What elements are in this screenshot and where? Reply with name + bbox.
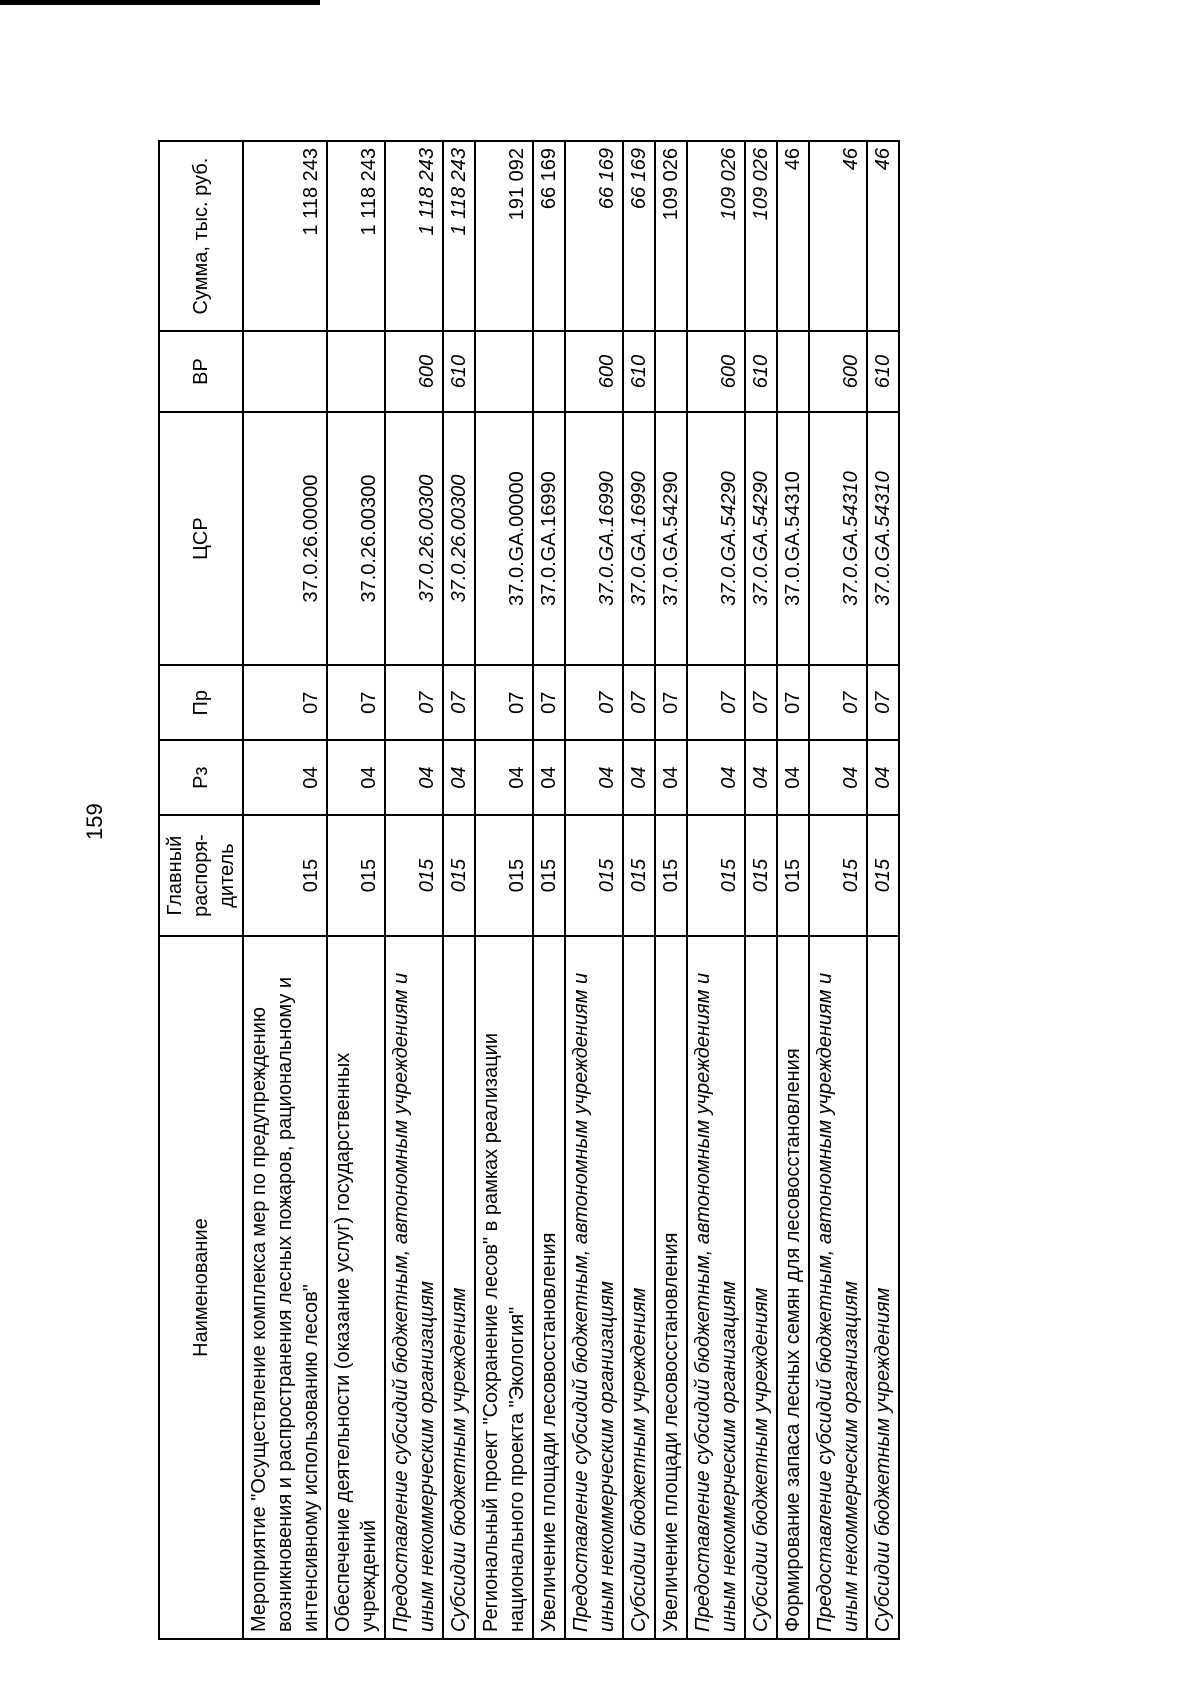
cell-csr: 37.0.GA.54310 — [809, 412, 867, 666]
cell-sum: 1 118 243 — [327, 141, 385, 331]
table-header-row — [159, 141, 243, 1639]
cell-rz: 04 — [533, 740, 565, 815]
cell-vr: 610 — [623, 331, 655, 412]
cell-pr: 07 — [243, 665, 327, 740]
cell-sum: 1 118 243 — [443, 141, 475, 331]
cell-vr: 610 — [443, 331, 475, 412]
cell-rz: 04 — [687, 740, 745, 815]
cell-sum: 109 026 — [687, 141, 745, 331]
header-glav: Главный распоря-дитель — [159, 815, 243, 936]
cell-sum: 109 026 — [745, 141, 777, 331]
cell-glav: 015 — [809, 815, 867, 936]
cell-csr: 37.0.26.00300 — [443, 412, 475, 666]
header-rz: Рз — [159, 740, 243, 815]
cell-csr: 37.0.GA.54290 — [745, 412, 777, 666]
cell-name: Формирование запаса лесных семян для лесовосстановления — [777, 936, 809, 1639]
cell-csr: 37.0.26.00000 — [243, 412, 327, 666]
cell-sum: 66 169 — [623, 141, 655, 331]
rotated-table-container — [158, 140, 958, 1640]
cell-pr: 07 — [475, 665, 533, 740]
cell-pr: 07 — [809, 665, 867, 740]
cell-name: Мероприятие "Осуществление комплекса мер по предупреждению возникновения и распространения лесных пожаров, рациональному и интенсивному использованию лесов" — [243, 936, 327, 1639]
header-sum: Сумма, тыс. руб. — [159, 141, 243, 331]
cell-sum: 1 118 243 — [243, 141, 327, 331]
cell-csr: 37.0.GA.00000 — [475, 412, 533, 666]
cell-rz: 04 — [745, 740, 777, 815]
cell-name: Региональный проект "Сохранение лесов" в рамках реализации национального проекта "Экология" — [475, 936, 533, 1639]
cell-sum: 66 169 — [533, 141, 565, 331]
table-row — [475, 141, 533, 1639]
cell-pr: 07 — [687, 665, 745, 740]
cell-pr: 07 — [443, 665, 475, 740]
page-number: 159 — [82, 803, 107, 840]
cell-rz: 04 — [243, 740, 327, 815]
cell-sum: 46 — [867, 141, 899, 331]
cell-csr: 37.0.GA.54290 — [655, 412, 687, 666]
cell-vr: 600 — [565, 331, 623, 412]
table-row — [809, 141, 867, 1639]
cell-vr — [327, 331, 385, 412]
table-row — [745, 141, 777, 1639]
cell-glav: 015 — [327, 815, 385, 936]
cell-vr: 600 — [809, 331, 867, 412]
cell-sum: 1 118 243 — [385, 141, 443, 331]
cell-rz: 04 — [475, 740, 533, 815]
cell-pr: 07 — [385, 665, 443, 740]
cell-pr: 07 — [623, 665, 655, 740]
cell-sum: 109 026 — [655, 141, 687, 331]
cell-vr: 600 — [385, 331, 443, 412]
cell-glav: 015 — [745, 815, 777, 936]
cell-sum: 66 169 — [565, 141, 623, 331]
cell-name: Предоставление субсидий бюджетным, автономным учреждениям и иным некоммерческим организациям — [687, 936, 745, 1639]
cell-name: Предоставление субсидий бюджетным, автономным учреждениям и иным некоммерческим организациям — [809, 936, 867, 1639]
cell-vr — [655, 331, 687, 412]
top-border-bar — [0, 0, 320, 5]
cell-glav: 015 — [565, 815, 623, 936]
cell-csr: 37.0.GA.16990 — [623, 412, 655, 666]
cell-vr — [243, 331, 327, 412]
cell-rz: 04 — [385, 740, 443, 815]
cell-rz: 04 — [565, 740, 623, 815]
cell-name: Субсидии бюджетным учреждениям — [623, 936, 655, 1639]
table-row — [385, 141, 443, 1639]
table-row — [777, 141, 809, 1639]
cell-name: Предоставление субсидий бюджетным, автономным учреждениям и иным некоммерческим организациям — [565, 936, 623, 1639]
cell-glav: 015 — [655, 815, 687, 936]
cell-pr: 07 — [745, 665, 777, 740]
cell-csr: 37.0.GA.16990 — [565, 412, 623, 666]
cell-csr: 37.0.GA.16990 — [533, 412, 565, 666]
cell-glav: 015 — [243, 815, 327, 936]
cell-pr: 07 — [867, 665, 899, 740]
table-row — [687, 141, 745, 1639]
cell-rz: 04 — [443, 740, 475, 815]
cell-glav: 015 — [533, 815, 565, 936]
cell-pr: 07 — [777, 665, 809, 740]
cell-glav: 015 — [385, 815, 443, 936]
cell-rz: 04 — [623, 740, 655, 815]
table-row — [655, 141, 687, 1639]
header-csr: ЦСР — [159, 412, 243, 666]
header-pr: Пр — [159, 665, 243, 740]
cell-glav: 015 — [867, 815, 899, 936]
cell-pr: 07 — [327, 665, 385, 740]
cell-name: Обеспечение деятельности (оказание услуг) государственных учреждений — [327, 936, 385, 1639]
header-vr: ВР — [159, 331, 243, 412]
cell-name: Увеличение площади лесовосстановления — [655, 936, 687, 1639]
table-row — [243, 141, 327, 1639]
cell-pr: 07 — [655, 665, 687, 740]
cell-vr — [777, 331, 809, 412]
table-row — [443, 141, 475, 1639]
cell-vr — [533, 331, 565, 412]
cell-name: Субсидии бюджетным учреждениям — [443, 936, 475, 1639]
cell-rz: 04 — [777, 740, 809, 815]
cell-csr: 37.0.GA.54290 — [687, 412, 745, 666]
cell-name: Субсидии бюджетным учреждениям — [745, 936, 777, 1639]
cell-vr: 600 — [687, 331, 745, 412]
cell-vr — [475, 331, 533, 412]
cell-glav: 015 — [475, 815, 533, 936]
cell-name: Увеличение площади лесовосстановления — [533, 936, 565, 1639]
cell-sum: 46 — [809, 141, 867, 331]
table-row — [623, 141, 655, 1639]
table-row — [565, 141, 623, 1639]
cell-sum: 46 — [777, 141, 809, 331]
cell-glav: 015 — [623, 815, 655, 936]
cell-glav: 015 — [687, 815, 745, 936]
table-row — [533, 141, 565, 1639]
cell-csr: 37.0.26.00300 — [385, 412, 443, 666]
cell-rz: 04 — [655, 740, 687, 815]
cell-vr: 610 — [867, 331, 899, 412]
cell-vr: 610 — [745, 331, 777, 412]
cell-pr: 07 — [565, 665, 623, 740]
cell-rz: 04 — [809, 740, 867, 815]
cell-csr: 37.0.GA.54310 — [867, 412, 899, 666]
cell-csr: 37.0.26.00300 — [327, 412, 385, 666]
cell-sum: 191 092 — [475, 141, 533, 331]
cell-name: Предоставление субсидий бюджетным, автономным учреждениям и иным некоммерческим организациям — [385, 936, 443, 1639]
header-name: Наименование — [159, 936, 243, 1639]
budget-table — [158, 140, 900, 1640]
cell-glav: 015 — [777, 815, 809, 936]
cell-rz: 04 — [327, 740, 385, 815]
cell-pr: 07 — [533, 665, 565, 740]
cell-csr: 37.0.GA.54310 — [777, 412, 809, 666]
cell-glav: 015 — [443, 815, 475, 936]
cell-name: Субсидии бюджетным учреждениям — [867, 936, 899, 1639]
table-row — [867, 141, 899, 1639]
table-row — [327, 141, 385, 1639]
cell-rz: 04 — [867, 740, 899, 815]
